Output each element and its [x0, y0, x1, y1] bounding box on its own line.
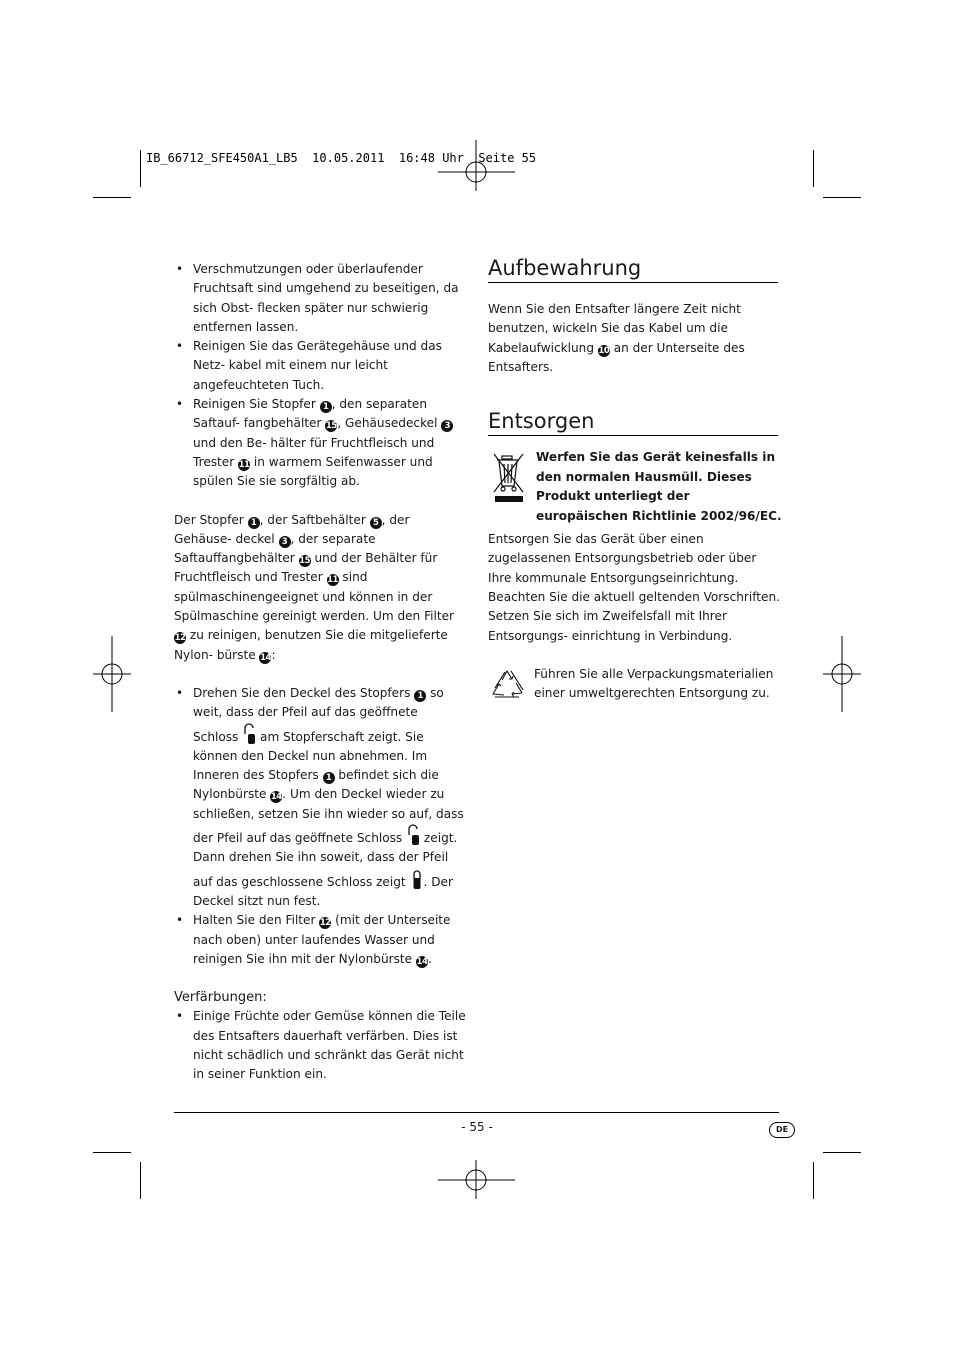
weee-bin-icon [492, 450, 526, 506]
cleaning-list [174, 260, 466, 492]
part-number: 11 [327, 575, 338, 586]
list-item: • Drehen Sie den Deckel des Stopfers 1 so weit, dass der Pfeil auf das geöffnete Schloss am Stopferschaft zeigt. Sie können den Deckel nun abnehmen. Im Inneren des Stopfers 1 befindet sich die Nylonbürste 14. Um den Deckel wieder zu schließen, setzen Sie ihn wieder so auf, dass der Pfeil auf das geöffnete Schloss zeigt. Dann drehen Sie ihn soweit, dass der Pfeil auf das geschlossene Schloss zeigt . Der Deckel sitzt nun fest. [174, 684, 466, 911]
part-number: 15 [325, 421, 337, 432]
list-item: • Halten Sie den Filter 12 (mit der Unterseite nach oben) unter laufendes Wasser und reinigen Sie ihn mit der Nylonbürste 14. [174, 911, 466, 969]
language-badge: DE [769, 1122, 795, 1138]
lock-closed-icon [410, 868, 424, 890]
discoloration-list [174, 1007, 466, 1084]
discoloration-heading: Verfärbungen: [174, 990, 267, 1006]
storage-paragraph: Wenn Sie den Entsafter längere Zeit nicht benutzen, wickeln Sie das Kabel um die Kabelaufwicklung 10 an der Unterseite des Entsafters. [488, 302, 745, 374]
recycle-block [488, 665, 780, 709]
weee-block [488, 448, 780, 526]
disposal-heading: Entsorgen [488, 408, 778, 436]
regulations-paragraph: Beachten Sie die aktuell geltenden Vorschriften. Setzen Sie sich im Zweifelsfall mit Ihrer Entsorgungs- einrichtung in Verbindung. [488, 590, 780, 643]
part-number: 3 [441, 420, 453, 432]
lock-open-icon [242, 723, 256, 745]
part-number: 14 [270, 792, 282, 803]
recycle-text: Führen Sie alle Verpackungsmaterialien einer umweltgerechten Entsorgung zu. [534, 666, 774, 701]
list-item: • Reinigen Sie Stopfer 1 , den separaten Saftauf- fangbehälter 15, Gehäusedeckel 3 und den Be- hälter für Fruchtfleisch und Trester 11 in warmem Seifenwasser und spülen Sie sie sorgfältig ab. [174, 395, 466, 491]
part-number: 14 [416, 956, 428, 967]
dishwasher-paragraph: Der Stopfer 1 , der Saftbehälter 5 , der Gehäuse- deckel 3 , der separate Saftauffangbehälter 15 und der Behälter für Fruchtfleisch und Trester 11 sind spülmaschinengeeignet und können in der Spülmaschine gereinigt werden. Um den Filter 12 zu reinigen, benutzen Sie die mitgelieferte Nylon- bürste 14: [174, 512, 455, 663]
right-column [488, 255, 780, 709]
part-number: 1 [414, 690, 426, 702]
lock-open-icon [406, 824, 420, 846]
left-column [174, 260, 466, 1085]
recycle-icon [489, 666, 527, 702]
part-number: 10 [598, 345, 610, 356]
part-number: 1 [248, 517, 260, 529]
print-slug: IB_66712_SFE450A1_LB5 10.05.2011 16:48 Uhr Seite 55 [146, 151, 537, 165]
part-number: 15 [299, 556, 311, 567]
weee-warning: Werfen Sie das Gerät keinesfalls in den normalen Hausmüll. Dieses Produkt unterliegt der europäischen Richtlinie 2002/96/EC. [536, 450, 782, 523]
footer-rule [174, 1112, 779, 1113]
page-number: - 55 - [461, 1120, 493, 1134]
part-number: 5 [370, 517, 382, 529]
brush-list [174, 684, 466, 969]
part-number: 1 [323, 772, 335, 784]
list-item: • Einige Früchte oder Gemüse können die Teile des Entsafters dauerhaft verfärben. Dies ist nicht schädlich und schränkt das Gerät nicht in seiner Funktion ein. [174, 1007, 466, 1084]
list-item: • Verschmutzungen oder überlaufender Fruchtsaft sind umgehend zu beseitigen, da sich Obst- flecken später nur schwierig entfernen lassen. [174, 260, 466, 337]
part-number: 12 [174, 633, 186, 644]
part-number: 11 [238, 459, 250, 470]
part-number: 1 [320, 401, 332, 413]
part-number: 12 [319, 918, 331, 929]
disposal-paragraph: Entsorgen Sie das Gerät über einen zugelassenen Entsorgungsbetrieb oder über Ihre kommunale Entsorgungseinrichtung. [488, 532, 757, 585]
storage-heading: Aufbewahrung [488, 255, 778, 283]
part-number: 3 [279, 536, 291, 548]
list-item: • Reinigen Sie das Gerätegehäuse und das Netz- kabel mit einem nur leicht angefeuchteten Tuch. [174, 337, 466, 395]
part-number: 14 [260, 652, 271, 663]
